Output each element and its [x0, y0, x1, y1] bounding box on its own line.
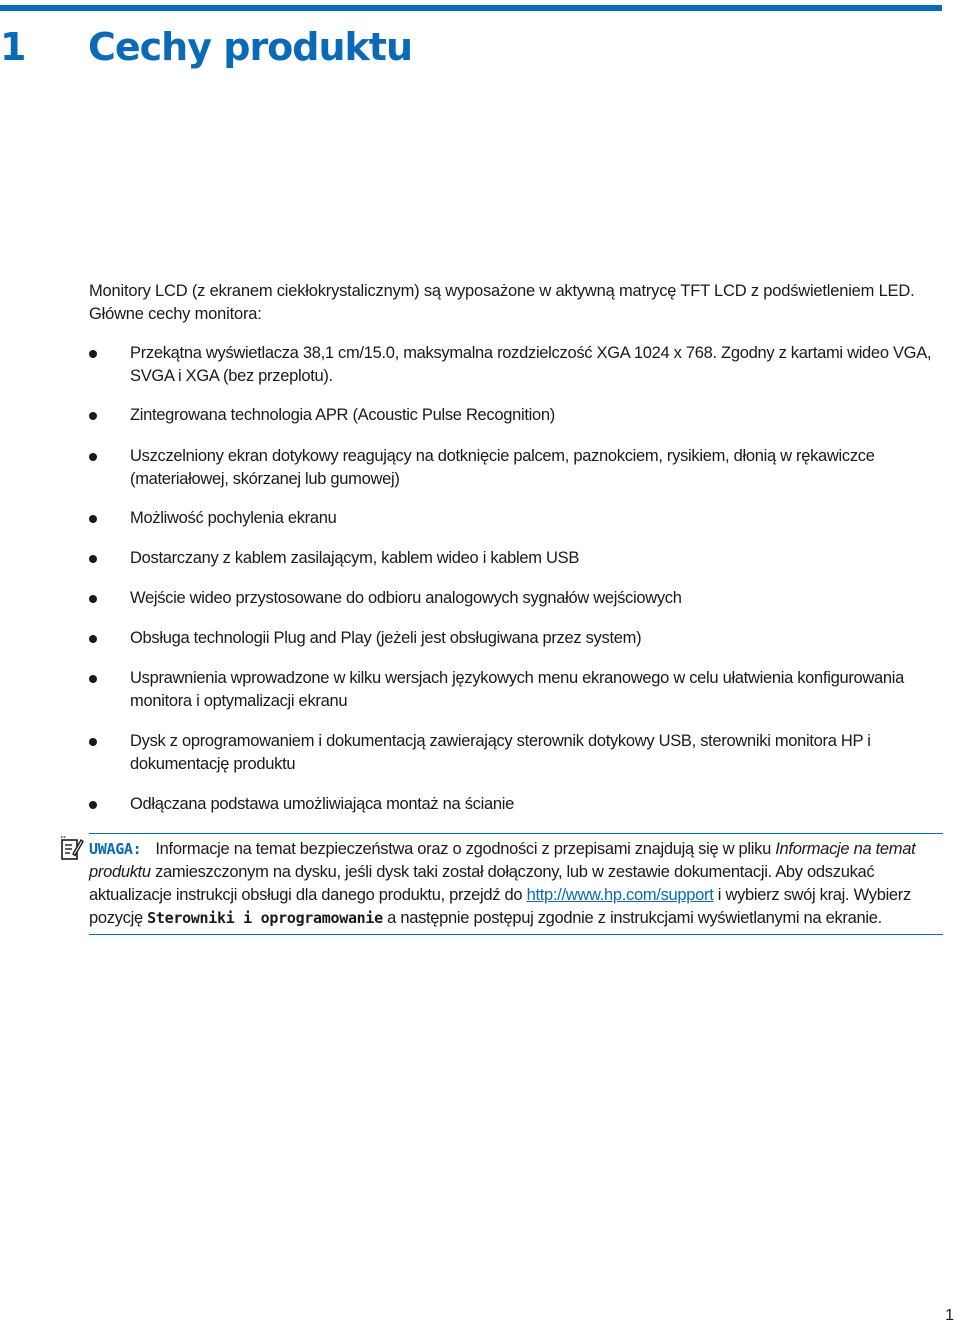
bullet-icon [89, 738, 97, 746]
note-text: i wybierz swój kraj. Wybierz pozycję [89, 886, 911, 927]
bullet-icon [89, 595, 97, 603]
list-item [89, 793, 939, 816]
page-number: 1 [945, 1307, 954, 1324]
list-item [89, 342, 939, 388]
note-document-title: Informacje na temat produktu [89, 840, 916, 881]
header-rule [0, 5, 942, 11]
bullet-icon [89, 801, 97, 809]
note-box [89, 833, 943, 935]
intro-paragraph: Monitory LCD (z ekranem ciekłokrystalicznym) są wyposażone w aktywną matrycę TFT LCD z podświetleniem LED. Główne cechy monitora: [89, 282, 915, 323]
note-pencil-icon [60, 836, 84, 862]
bullet-icon [89, 635, 97, 643]
support-link[interactable]: http://www.hp.com/support [526, 886, 714, 904]
list-item [89, 587, 939, 610]
feature-text: Uszczelniony ekran dotykowy reagujący na dotknięcie palcem, paznokciem, rysikiem, dłonią w rękawiczce (materiałowej, skórzanej lub gumowej) [130, 447, 875, 488]
feature-list [89, 342, 939, 816]
chapter-number: 1 [0, 25, 26, 69]
bullet-icon [89, 350, 97, 358]
feature-text: Przekątna wyświetlacza 38,1 cm/15.0, maksymalna rozdzielczość XGA 1024 x 768. Zgodny z kartami wideo VGA, SVGA i XGA (bez przeplotu). [130, 344, 932, 385]
feature-text: Dostarczany z kablem zasilającym, kablem wideo i kablem USB [130, 549, 580, 567]
feature-text: Możliwość pochylenia ekranu [130, 509, 337, 527]
list-item [89, 547, 939, 570]
chapter-title: Cechy produktu [88, 25, 413, 69]
note-menu-item: Sterowniki i oprogramowanie [147, 909, 383, 927]
bullet-icon [89, 675, 97, 683]
feature-text: Wejście wideo przystosowane do odbioru analogowych sygnałów wejściowych [130, 589, 682, 607]
note-text: zamieszczonym na dysku, jeśli dysk taki został dołączony, lub w zestawie dokumentacji. Aby odszukać aktualizacje instrukcji obsługi dla danego produktu, przejdź do [89, 863, 875, 904]
note-text: a następnie postępuj zgodnie z instrukcjami wyświetlanymi na ekranie. [382, 909, 882, 927]
note-text: Informacje na temat bezpieczeństwa oraz o zgodności z przepisami znajdują się w pliku [155, 840, 776, 858]
bullet-icon [89, 515, 97, 523]
feature-text: Obsługa technologii Plug and Play (jeżeli jest obsługiwana przez system) [130, 629, 642, 647]
list-item [89, 404, 939, 427]
feature-text: Zintegrowana technologia APR (Acoustic Pulse Recognition) [130, 406, 555, 424]
feature-text: Odłączana podstawa umożliwiająca montaż na ścianie [130, 795, 514, 813]
list-item [89, 730, 939, 776]
list-item [89, 667, 939, 713]
feature-text: Dysk z oprogramowaniem i dokumentacją zawierający sterownik dotykowy USB, sterowniki monitora HP i dokumentację produktu [130, 732, 871, 773]
bullet-icon [89, 555, 97, 563]
list-item [89, 445, 939, 491]
list-item [89, 627, 939, 650]
bullet-icon [89, 412, 97, 420]
feature-text: Usprawnienia wprowadzone w kilku wersjach językowych menu ekranowego w celu ułatwienia konfigurowania monitora i optymalizacji ekranu [130, 669, 905, 710]
list-item [89, 507, 939, 530]
bullet-icon [89, 453, 97, 461]
note-label: UWAGA: [89, 840, 142, 858]
